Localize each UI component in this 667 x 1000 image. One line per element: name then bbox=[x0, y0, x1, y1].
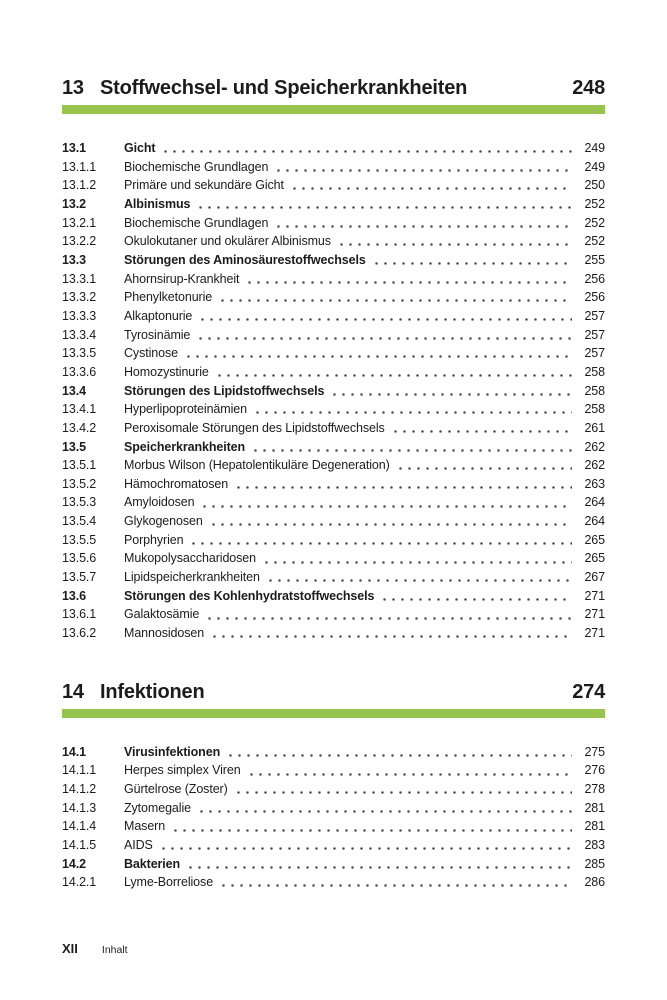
entry-page-number: 258 bbox=[584, 402, 605, 417]
entry-number: 14.2 bbox=[62, 856, 86, 871]
toc-entry bbox=[62, 512, 605, 531]
dot-leader bbox=[250, 438, 572, 457]
entry-label: Alkaptonurie bbox=[124, 308, 193, 323]
entry-page-number: 252 bbox=[584, 215, 605, 230]
entry-number: 13.3.2 bbox=[62, 290, 97, 305]
dot-leader bbox=[261, 549, 572, 568]
entry-number: 13.6.2 bbox=[62, 626, 97, 641]
page-footer bbox=[62, 941, 128, 956]
entry-number: 13.5.7 bbox=[62, 570, 97, 585]
entry-label: Morbus Wilson (Hepatolentikuläre Degeneration) bbox=[124, 458, 390, 473]
entry-label: Peroxisomale Störungen des Lipidstoffwechsels bbox=[124, 420, 385, 435]
toc-entry bbox=[62, 419, 605, 438]
chapter-start-page: 248 bbox=[572, 77, 605, 99]
entry-number: 13.5.1 bbox=[62, 458, 97, 473]
dot-leader bbox=[371, 251, 572, 270]
entry-page-number: 263 bbox=[584, 476, 605, 491]
chapter-list bbox=[62, 76, 605, 892]
toc-entry bbox=[62, 605, 605, 624]
entry-number: 13.6 bbox=[62, 588, 86, 603]
dot-leader bbox=[195, 326, 572, 345]
entry-number: 13.1.2 bbox=[62, 178, 97, 193]
toc-entry bbox=[62, 780, 605, 799]
entry-page-number: 249 bbox=[584, 159, 605, 174]
dot-leader bbox=[233, 780, 572, 799]
entry-page-number: 256 bbox=[584, 271, 605, 286]
entry-number: 14.1 bbox=[62, 744, 86, 759]
entry-number: 13.5.4 bbox=[62, 514, 97, 529]
entry-label: AIDS bbox=[124, 838, 153, 852]
toc-entries bbox=[62, 139, 605, 643]
entry-label: Biochemische Grundlagen bbox=[124, 159, 269, 174]
entry-number: 13.3.6 bbox=[62, 364, 97, 379]
toc-entry bbox=[62, 307, 605, 326]
entry-page-number: 265 bbox=[584, 532, 605, 547]
entry-number: 13.2.2 bbox=[62, 234, 97, 249]
chapter-section bbox=[62, 76, 605, 643]
toc-entry bbox=[62, 743, 605, 762]
toc-entries bbox=[62, 743, 605, 892]
running-title: Inhalt bbox=[101, 944, 128, 956]
dot-leader bbox=[379, 587, 572, 606]
toc-entry bbox=[62, 344, 605, 363]
entry-page-number: 283 bbox=[584, 838, 605, 852]
toc-entry bbox=[62, 195, 605, 214]
toc-entry bbox=[62, 438, 605, 457]
dot-leader bbox=[390, 419, 572, 438]
entry-number: 13.4 bbox=[62, 383, 86, 398]
entry-label: Speicherkrankheiten bbox=[124, 439, 246, 454]
toc-entry bbox=[62, 587, 605, 606]
entry-number: 13.5.6 bbox=[62, 551, 97, 566]
toc-entry bbox=[62, 270, 605, 289]
dot-leader bbox=[188, 531, 572, 550]
chapter-number: 13 bbox=[62, 77, 84, 99]
dot-leader bbox=[195, 195, 572, 214]
dot-leader bbox=[273, 158, 572, 177]
toc-entry bbox=[62, 363, 605, 382]
entry-number: 14.1.2 bbox=[62, 782, 97, 797]
entry-label: Virusinfektionen bbox=[124, 744, 221, 759]
entry-number: 14.1.1 bbox=[62, 763, 97, 778]
entry-label: Tyrosinämie bbox=[124, 327, 191, 342]
dot-leader bbox=[158, 836, 572, 855]
entry-label: Phenylketonurie bbox=[124, 290, 213, 305]
entry-label: Lyme-Borreliose bbox=[124, 875, 214, 890]
entry-page-number: 265 bbox=[584, 551, 605, 566]
chapter-start-page: 274 bbox=[572, 680, 605, 703]
dot-leader bbox=[252, 400, 572, 419]
toc-entry bbox=[62, 568, 605, 587]
dot-leader bbox=[336, 232, 572, 251]
entry-label: Albinismus bbox=[124, 196, 191, 211]
entry-number: 13.5 bbox=[62, 439, 86, 454]
toc-entry bbox=[62, 624, 605, 643]
entry-page-number: 281 bbox=[584, 800, 605, 815]
chapter-heading bbox=[62, 76, 605, 100]
entry-page-number: 252 bbox=[584, 196, 605, 211]
dot-leader bbox=[196, 799, 572, 818]
toc-entry bbox=[62, 549, 605, 568]
chapter-heading bbox=[62, 680, 605, 704]
dot-leader bbox=[197, 307, 572, 326]
entry-label: Porphyrien bbox=[124, 532, 184, 547]
dot-leader bbox=[199, 493, 572, 512]
entry-page-number: 267 bbox=[584, 570, 605, 585]
toc-entry bbox=[62, 456, 605, 475]
entry-page-number: 271 bbox=[584, 607, 605, 622]
entry-number: 13.3.1 bbox=[62, 271, 97, 286]
entry-label: Bakterien bbox=[124, 856, 181, 871]
entry-page-number: 249 bbox=[584, 141, 605, 155]
entry-number: 13.4.1 bbox=[62, 402, 97, 417]
entry-number: 13.2.1 bbox=[62, 215, 97, 230]
dot-leader bbox=[204, 605, 572, 624]
entry-number: 13.1.1 bbox=[62, 159, 97, 174]
entry-page-number: 250 bbox=[584, 178, 605, 193]
toc-entry bbox=[62, 475, 605, 494]
dot-leader bbox=[395, 456, 572, 475]
dot-leader bbox=[265, 568, 572, 587]
entry-number: 14.1.5 bbox=[62, 838, 97, 852]
dot-leader bbox=[214, 363, 572, 382]
entry-label: Primäre und sekundäre Gicht bbox=[124, 178, 284, 193]
toc-entry bbox=[62, 873, 605, 892]
entry-page-number: 257 bbox=[584, 327, 605, 342]
toc-entry bbox=[62, 400, 605, 419]
entry-label: Homozystinurie bbox=[124, 364, 209, 379]
dot-leader bbox=[208, 512, 572, 531]
entry-page-number: 257 bbox=[584, 308, 605, 323]
entry-page-number: 286 bbox=[584, 875, 605, 890]
entry-number: 13.3 bbox=[62, 252, 86, 267]
toc-entry bbox=[62, 288, 605, 307]
entry-label: Herpes simplex Viren bbox=[124, 763, 241, 778]
toc-entry bbox=[62, 817, 605, 836]
dot-leader bbox=[170, 817, 572, 836]
dot-leader bbox=[218, 873, 572, 892]
entry-label: Störungen des Aminosäurestoffwechsels bbox=[124, 252, 366, 267]
entry-page-number: 276 bbox=[584, 763, 605, 778]
dot-leader bbox=[273, 214, 572, 233]
entry-number: 13.2 bbox=[62, 196, 86, 211]
entry-label: Cystinose bbox=[124, 346, 178, 361]
entry-label: Okulokutaner und okulärer Albinismus bbox=[124, 234, 331, 249]
entry-page-number: 264 bbox=[584, 495, 605, 510]
dot-leader bbox=[217, 288, 572, 307]
entry-page-number: 255 bbox=[584, 252, 605, 267]
dot-leader bbox=[329, 382, 572, 401]
entry-label: Galaktosämie bbox=[124, 607, 200, 622]
folio-page-number: XII bbox=[62, 941, 78, 956]
entry-label: Lipidspeicherkrankheiten bbox=[124, 570, 260, 585]
chapter-title: Stoffwechsel- und Speicherkrankheiten bbox=[100, 77, 468, 99]
entry-page-number: 281 bbox=[584, 819, 605, 834]
entry-number: 13.5.3 bbox=[62, 495, 97, 510]
entry-page-number: 257 bbox=[584, 346, 605, 361]
chapter-divider-bar bbox=[62, 709, 605, 718]
entry-label: Mannosidosen bbox=[124, 626, 205, 641]
entry-page-number: 258 bbox=[584, 383, 605, 398]
chapter-divider-bar bbox=[62, 105, 605, 114]
entry-page-number: 252 bbox=[584, 234, 605, 249]
entry-number: 13.5.5 bbox=[62, 532, 97, 547]
toc-entry bbox=[62, 855, 605, 874]
entry-page-number: 262 bbox=[584, 439, 605, 454]
entry-label: Masern bbox=[124, 819, 166, 834]
entry-number: 13.1 bbox=[62, 141, 86, 155]
toc-entry bbox=[62, 761, 605, 780]
entry-page-number: 258 bbox=[584, 364, 605, 379]
toc-entry bbox=[62, 799, 605, 818]
toc-entry bbox=[62, 176, 605, 195]
chapter-title: Infektionen bbox=[100, 680, 205, 703]
entry-label: Gürtelrose (Zoster) bbox=[124, 782, 228, 797]
dot-leader bbox=[185, 855, 572, 874]
entry-page-number: 285 bbox=[584, 856, 605, 871]
dot-leader bbox=[246, 761, 572, 780]
chapter-section bbox=[62, 680, 605, 892]
toc-entry bbox=[62, 326, 605, 345]
entry-number: 13.6.1 bbox=[62, 607, 97, 622]
entry-label: Zytomegalie bbox=[124, 800, 191, 815]
dot-leader bbox=[160, 139, 572, 158]
entry-page-number: 256 bbox=[584, 290, 605, 305]
dot-leader bbox=[209, 624, 572, 643]
entry-number: 13.3.5 bbox=[62, 346, 97, 361]
entry-page-number: 278 bbox=[584, 782, 605, 797]
toc-entry bbox=[62, 158, 605, 177]
entry-label: Störungen des Kohlenhydratstoffwechsels bbox=[124, 588, 375, 603]
chapter-number: 14 bbox=[62, 680, 84, 703]
toc-entry bbox=[62, 382, 605, 401]
toc-entry bbox=[62, 531, 605, 550]
entry-label: Biochemische Grundlagen bbox=[124, 215, 269, 230]
entry-label: Hämochromatosen bbox=[124, 476, 229, 491]
entry-page-number: 271 bbox=[584, 588, 605, 603]
entry-page-number: 262 bbox=[584, 458, 605, 473]
entry-label: Gicht bbox=[124, 141, 156, 155]
entry-number: 13.3.3 bbox=[62, 308, 97, 323]
entry-label: Glykogenosen bbox=[124, 514, 203, 529]
entry-number: 14.2.1 bbox=[62, 875, 97, 890]
entry-page-number: 261 bbox=[584, 420, 605, 435]
entry-number: 13.5.2 bbox=[62, 476, 97, 491]
toc-entry bbox=[62, 139, 605, 158]
dot-leader bbox=[289, 176, 572, 195]
toc-entry bbox=[62, 232, 605, 251]
entry-page-number: 271 bbox=[584, 626, 605, 641]
entry-number: 14.1.4 bbox=[62, 819, 97, 834]
dot-leader bbox=[233, 475, 572, 494]
entry-page-number: 275 bbox=[584, 744, 605, 759]
entry-label: Mukopolysaccharidosen bbox=[124, 551, 257, 566]
entry-page-number: 264 bbox=[584, 514, 605, 529]
entry-number: 13.3.4 bbox=[62, 327, 97, 342]
toc-entry bbox=[62, 214, 605, 233]
entry-label: Amyloidosen bbox=[124, 495, 195, 510]
entry-label: Störungen des Lipidstoffwechsels bbox=[124, 383, 325, 398]
entry-label: Ahornsirup-Krankheit bbox=[124, 271, 240, 286]
entry-label: Hyperlipoproteinämien bbox=[124, 402, 247, 417]
entry-number: 13.4.2 bbox=[62, 420, 97, 435]
toc-entry bbox=[62, 493, 605, 512]
dot-leader bbox=[183, 344, 572, 363]
toc-entry bbox=[62, 836, 605, 855]
dot-leader bbox=[244, 270, 572, 289]
dot-leader bbox=[225, 743, 572, 762]
toc-entry bbox=[62, 251, 605, 270]
entry-number: 14.1.3 bbox=[62, 800, 97, 815]
